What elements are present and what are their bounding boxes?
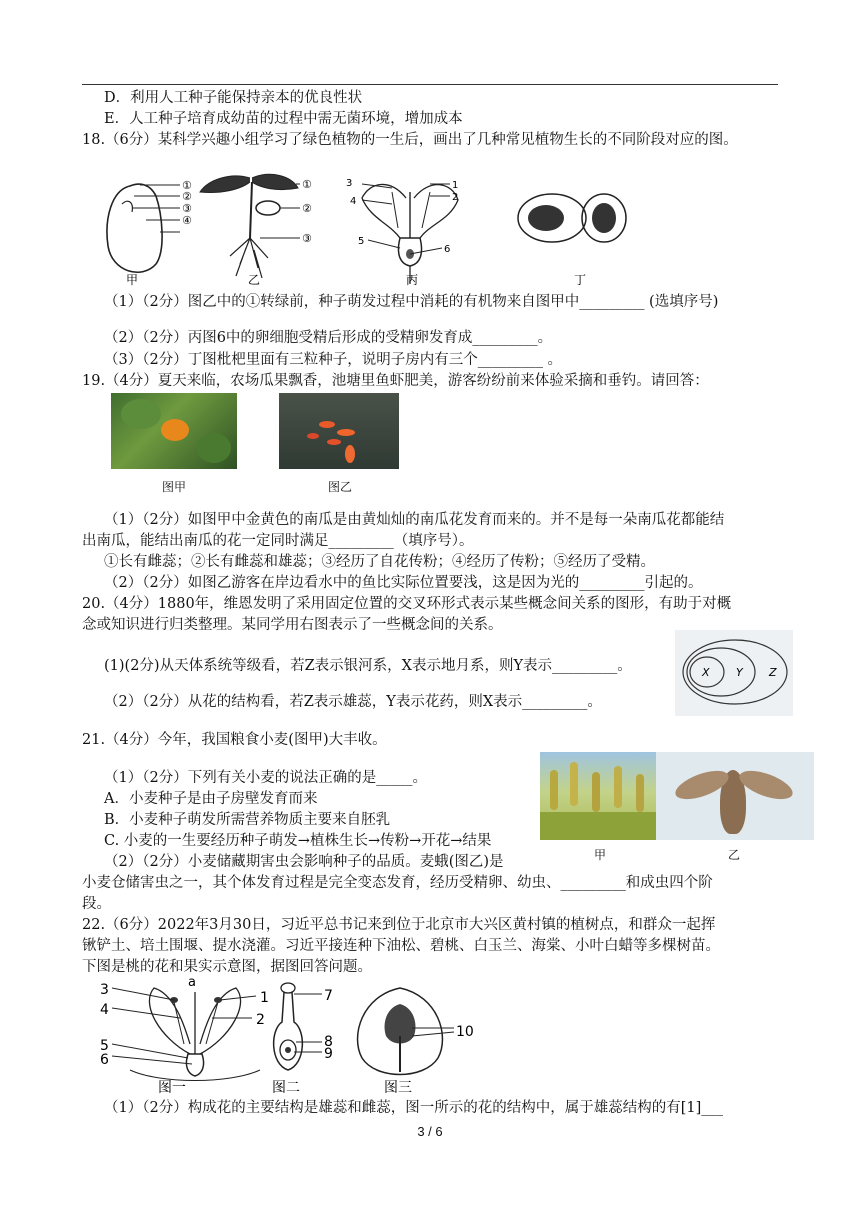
fig18-num: 6 bbox=[444, 244, 451, 255]
venn-diagram bbox=[675, 630, 793, 716]
option-d: D．利用人工种子能保持亲本的优良性状 bbox=[104, 90, 363, 106]
venn-z: Z bbox=[769, 666, 777, 679]
fig18-num: ② bbox=[182, 190, 192, 203]
flower-diagram bbox=[346, 178, 458, 284]
fig21-caption-a: 甲 bbox=[594, 848, 607, 862]
fig22-num: 8 bbox=[324, 1034, 333, 1050]
fig22-num: 3 bbox=[100, 982, 109, 998]
option-e: E．人工种子培育成幼苗的过程中需无菌环境，增加成本 bbox=[104, 111, 463, 127]
question-22-cont2: 下图是桃的花和果实示意图，据图回答问题。 bbox=[82, 959, 372, 975]
fig18-num: 3 bbox=[346, 178, 353, 189]
fig22-num: a bbox=[188, 975, 196, 990]
q18-part3: （3）（2分）丁图枇杷里面有三粒种子，说明子房内有三个_________ 。 bbox=[104, 352, 563, 368]
fig18-caption: 甲 bbox=[126, 273, 139, 287]
question-20-cont: 念或知识进行归类整理。某同学用右图表示了一些概念间的关系。 bbox=[82, 617, 503, 633]
figure-18 bbox=[100, 168, 640, 290]
peach-fruit-diagram bbox=[358, 988, 474, 1075]
fig18-num: ④ bbox=[182, 214, 192, 227]
fig18-caption: 乙 bbox=[248, 273, 261, 287]
fish-pond-photo bbox=[279, 393, 399, 469]
seed-diagram bbox=[107, 179, 192, 272]
fig19-caption-a: 图甲 bbox=[162, 480, 187, 494]
fig22-num: 4 bbox=[100, 1002, 109, 1018]
pistil-diagram bbox=[274, 983, 333, 1070]
fig22-caption: 图三 bbox=[384, 1080, 412, 1096]
fig18-num: ① bbox=[302, 178, 312, 191]
q21-option-a: A．小麦种子是由子房壁发育而来 bbox=[104, 791, 318, 807]
moth-photo bbox=[656, 752, 814, 840]
question-22-cont1: 锹铲土、培土围堰、提水浇灌。习近平接连种下油松、碧桃、白玉兰、海棠、小叶白蜡等多棵树苗。 bbox=[82, 938, 720, 954]
fig18-caption: 丁 bbox=[574, 273, 587, 287]
seedling-diagram bbox=[200, 174, 312, 278]
fig22-num: 10 bbox=[456, 1024, 474, 1040]
question-22: 22.（6分）2022年3月30日，习近平总书记来到位于北京市大兴区黄村镇的植树点，和群众一起挥 bbox=[82, 917, 716, 933]
question-19: 19.（4分）夏天来临，农场瓜果飘香，池塘里鱼虾肥美，游客纷纷前来体验采摘和垂钓。请回答： bbox=[82, 373, 709, 389]
q21-option-b: B．小麦种子萌发所需营养物质主要来自胚乳 bbox=[104, 812, 391, 828]
q22-part1: （1）（2分）构成花的主要结构是雄蕊和雌蕊，图一所示的花的结构中，属于雄蕊结构的有[1]___ bbox=[104, 1100, 723, 1116]
fig18-num: 2 bbox=[452, 192, 459, 203]
q21-part1: （1）（2分）下列有关小麦的说法正确的是_____。 bbox=[104, 770, 427, 786]
fig22-caption: 图一 bbox=[158, 1080, 186, 1096]
fig22-num: 7 bbox=[324, 988, 333, 1004]
peach-flower-diagram bbox=[100, 975, 269, 1081]
fig22-num: 6 bbox=[100, 1052, 109, 1068]
q19-part1: （1）（2分）如图甲中金黄色的南瓜是由黄灿灿的南瓜花发育而来的。并不是每一朵南瓜花都能结 bbox=[104, 512, 725, 528]
loquat-diagram bbox=[518, 194, 626, 242]
fig18-num: 4 bbox=[350, 196, 357, 207]
question-20: 20.（4分）1880年，维恩发明了采用固定位置的交叉环形式表示某些概念间关系的图形，有助于对概 bbox=[82, 596, 732, 612]
fig22-caption: 图二 bbox=[272, 1080, 300, 1096]
question-21: 21.（4分）今年，我国粮食小麦(图甲)大丰收。 bbox=[82, 732, 387, 748]
fig22-num: 9 bbox=[324, 1046, 333, 1062]
q20-part2: （2）（2分）从花的结构看，若Z表示雄蕊，Y表示花药，则X表示_________。 bbox=[104, 694, 602, 710]
fig22-num: 2 bbox=[256, 1012, 265, 1028]
q20-part1: (1)(2分)从天体系统等级看，若Z表示银河系，X表示地月系，则Y表示_________。 bbox=[104, 658, 632, 674]
venn-x: X bbox=[702, 666, 710, 679]
q21-part2-cont: 小麦仓储害虫之一，其个体发育过程是完全变态发育，经历受精卵、幼虫、_________和成虫四个阶 bbox=[82, 875, 713, 891]
fig22-num: 1 bbox=[260, 990, 269, 1006]
pumpkin-photo bbox=[111, 393, 237, 469]
q21-part2-end: 段。 bbox=[82, 896, 111, 912]
q18-part1: （1）（2分）图乙中的①转绿前，种子萌发过程中消耗的有机物来自图甲中_________ (选填序号) bbox=[104, 294, 719, 310]
fig19-caption-b: 图乙 bbox=[328, 480, 353, 494]
fig21-caption-b: 乙 bbox=[728, 848, 741, 862]
q19-part2: （2）（2分）如图乙游客在岸边看水中的鱼比实际位置要浅，这是因为光的_________引起的。 bbox=[104, 575, 703, 591]
fig22-num: 5 bbox=[100, 1038, 109, 1054]
wheat-photo bbox=[540, 752, 656, 840]
q19-options: ①长有雌蕊；②长有雌蕊和雄蕊；③经历了自花传粉；④经历了传粉；⑤经历了受精。 bbox=[104, 554, 655, 570]
fig18-num: ③ bbox=[182, 202, 192, 215]
fig18-num: 5 bbox=[358, 236, 365, 247]
q18-part2: （2）（2分）丙图6中的卵细胞受精后形成的受精卵发育成_________。 bbox=[104, 330, 553, 346]
page-number: 3 / 6 bbox=[417, 1124, 443, 1139]
fig18-caption: 丙 bbox=[406, 273, 419, 287]
fig18-num: 1 bbox=[452, 180, 459, 191]
fig18-num: ① bbox=[182, 179, 192, 192]
q19-part1-cont: 出南瓜，能结出南瓜的花一定同时满足_________（填序号）。 bbox=[82, 533, 474, 549]
venn-y: Y bbox=[736, 666, 743, 679]
q21-part2: （2）（2分）小麦储藏期害虫会影响种子的品质。麦蛾(图乙)是 bbox=[104, 854, 504, 870]
question-18: 18.（6分）某科学兴趣小组学习了绿色植物的一生后，画出了几种常见植物生长的不同阶段对应的图。 bbox=[82, 132, 738, 148]
fig18-num: ② bbox=[302, 202, 312, 215]
header-rule bbox=[82, 84, 778, 85]
q21-option-c: C. 小麦的一生要经历种子萌发→植株生长→传粉→开花→结果 bbox=[104, 833, 492, 849]
figure-22 bbox=[100, 974, 480, 1096]
fig18-num: ③ bbox=[302, 232, 312, 245]
